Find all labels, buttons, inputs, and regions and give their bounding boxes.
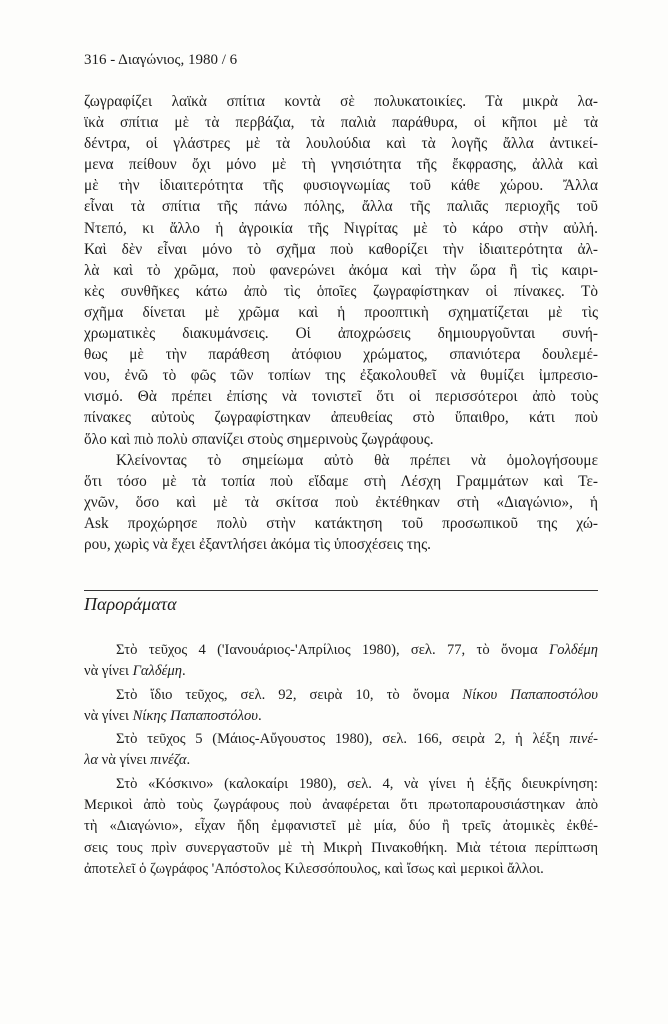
errata-line xyxy=(84,774,598,795)
errata-line xyxy=(84,685,598,706)
errata-line xyxy=(84,838,598,859)
text-line: θως μὲ τὴν παράθεση ἀτόφιου χρώματος, σπανιότερα δουλεμέ- xyxy=(84,346,598,364)
text-segment: νὰ γίνει xyxy=(97,752,151,769)
text-segment: . xyxy=(181,663,186,680)
errata-line xyxy=(84,750,598,771)
errata-item xyxy=(84,640,598,685)
section-divider xyxy=(84,590,598,591)
text-line: Κλείνοντας τὸ σημείωμα αὐτὸ θὰ πρέπει νὰ ὁμολογήσουμε xyxy=(116,451,598,469)
text-line: κὲς συνθῆκες κάτω ἀπὸ τὶς ὁποῖες ζωγραφίστηκαν οἱ πίνακες. Τὸ xyxy=(84,282,598,300)
text-line: χνῶν, ὅσο καὶ μὲ τὰ σκίτσα ποὺ ἐκτέθηκαν στὴ «Διαγώνιο», ἡ xyxy=(84,493,598,511)
errata-line xyxy=(84,859,598,880)
text-line: χρωματικὲς διακυμάνσεις. Οἱ ἀποχρώσεις δημιουργοῦνται συνή- xyxy=(84,325,598,343)
text-line: εἶναι τὰ σπίτια τῆς πάνω πόλης, ἄλλα τῆς παλιᾶς περιοχῆς τοῦ xyxy=(84,198,598,216)
text-segment: νὰ γίνει xyxy=(84,663,133,680)
text-line: ρου, χωρὶς νὰ ἔχει ἐξαντλήσει ἀκόμα τὶς ὑποσχέσεις της. xyxy=(84,535,431,553)
text-segment: νὰ γίνει xyxy=(84,707,133,724)
italic-term: πινέ- xyxy=(569,731,598,748)
text-line: Ask προχώρησε πολὺ στὴν κατάκτηση τοῦ προσωπικοῦ της χώ- xyxy=(84,514,598,532)
errata-line xyxy=(84,706,598,727)
text-segment: σεις τους πρὶν συνεργαστοῦν μὲ τὴ Μικρὴ Πινακοθήκη. Μιὰ τέτοια περίπτωση xyxy=(84,839,598,856)
text-segment: Στὸ τεῦχος 4 ('Ιανουάριος-'Απρίλιος 1980), σελ. 77, τὸ ὄνομα xyxy=(116,642,549,658)
text-line: Ντεπό, κι ἄλλο ἡ ἀγροικία τῆς Νιγρίτας μὲ τὸ κάρο στὴν αὐλή. xyxy=(84,219,598,237)
text-line: ὅλο καὶ πιὸ πολὺ σπανίζει στοὺς σημερινοὺς ζωγράφους. xyxy=(84,430,434,448)
errata-list xyxy=(84,640,598,882)
text-segment: . xyxy=(258,707,262,724)
text-segment: Στὸ τεῦχος 5 (Μάιος-Αὔγουστος 1980), σελ. 166, σειρὰ 2, ἡ λέξη xyxy=(116,731,570,748)
text-line: πίνακες αὐτοὺς ζωγραφίστηκαν ἀπευθείας στὸ ὕπαιθρο, κάτι ποὺ xyxy=(84,409,598,427)
errata-line xyxy=(84,729,598,750)
italic-term: λα xyxy=(84,752,98,769)
text-line: νου, ἐνῶ τὸ φῶς τῶν τοπίων της ἐξακολουθεῖ νὰ θυμίζει ἰμπρεσιο- xyxy=(84,367,598,385)
text-segment: Στὸ «Κόσκινο» (καλοκαίρι 1980), σελ. 4, νὰ γίνει ἡ ἑξῆς διευκρίνηση: xyxy=(116,775,598,792)
italic-term: Νίκης Παπαποστόλου xyxy=(132,707,258,724)
running-head: 316 - Διαγώνιος, 1980 / 6 xyxy=(84,52,238,68)
spacer xyxy=(84,880,598,882)
errata-line xyxy=(84,816,598,837)
errata-heading: Παροράματα xyxy=(84,594,177,614)
errata-line xyxy=(84,795,598,816)
italic-term: Γαλδέμη xyxy=(132,663,182,680)
text-segment: ἀποτελεῖ ὁ ζωγράφος 'Απόστολος Κιλεσσόπουλος, καὶ ἴσως καὶ μερικοὶ ἄλλοι. xyxy=(84,860,544,877)
text-line: Καὶ δὲν εἶναι μόνο τὸ σχῆμα ποὺ καθορίζει τὴν ἰδιαιτερότητα ἀλ- xyxy=(84,240,598,258)
text-line: μὲ τὴν ἰδιαιτερότητα τῆς φυσιογνωμίας τοῦ κάθε χώρου. Ἄλλα xyxy=(84,177,598,195)
errata-line xyxy=(84,640,598,661)
errata-item xyxy=(84,729,598,774)
text-line: ζωγραφίζει λαϊκὰ σπίτια κοντὰ σὲ πολυκατοικίες. Τὰ μικρὰ λα- xyxy=(84,93,598,110)
italic-term: Νίκου Παπαποστόλου xyxy=(462,686,598,703)
italic-term: πινέζα xyxy=(150,752,187,769)
text-line: σχῆμα δίνεται μὲ χρῶμα καὶ ἡ προοπτικὴ σχηματίζεται μὲ τὶς xyxy=(84,303,598,321)
text-line: δέντρα, οἱ γλάστρες μὲ τὰ λουλούδια καὶ τὰ λογῆς ἄλλα ἀντικεί- xyxy=(84,135,598,153)
italic-term: Γολδέμη xyxy=(548,642,598,658)
errata-item xyxy=(84,774,598,882)
text-segment: Στὸ ἴδιο τεῦχος, σελ. 92, σειρὰ 10, τὸ ὄνομα xyxy=(116,686,463,703)
text-segment: τὴ «Διαγώνιο», εἶχαν ἤδη ἐμφανιστεῖ μὲ μία, δύο ἢ τρεῖς ἀτομικὲς ἐκθέ- xyxy=(84,818,598,835)
article-body xyxy=(84,91,598,555)
text-line: μενα πείθουν ὄχι μόνο μὲ τὴ γνησιότητα τῆς ἔκφρασης, ἀλλὰ καὶ xyxy=(84,156,598,174)
text-segment: . xyxy=(186,752,191,769)
text-line: λὰ καὶ τὸ χρῶμα, ποὺ φανερώνει ἀκόμα καὶ τὴν ὥρα ἢ τὶς καιρι- xyxy=(84,261,598,279)
errata-item xyxy=(84,685,598,730)
text-line: ὅτι τόσο μὲ τὰ τοπία ποὺ εἴδαμε στὴ Λέσχη Γραμμάτων καὶ Τε- xyxy=(84,472,598,490)
text-line: νισμό. Θὰ πρέπει ἐπίσης νὰ τονιστεῖ ὅτι οἱ περισσότεροι ἀπὸ τοὺς xyxy=(84,388,598,406)
text-segment: Μερικοὶ ἀπὸ τοὺς ζωγράφους ποὺ ἀναφέρεται ὅτι πρωτοπαρουσιάστηκαν ἀπὸ xyxy=(84,797,598,814)
text-line: ϊκὰ σπίτια μὲ τὰ περβάζια, τὰ παλιὰ παράθυρα, οἱ κῆποι μὲ τὰ xyxy=(84,114,598,132)
errata-line xyxy=(84,661,598,682)
